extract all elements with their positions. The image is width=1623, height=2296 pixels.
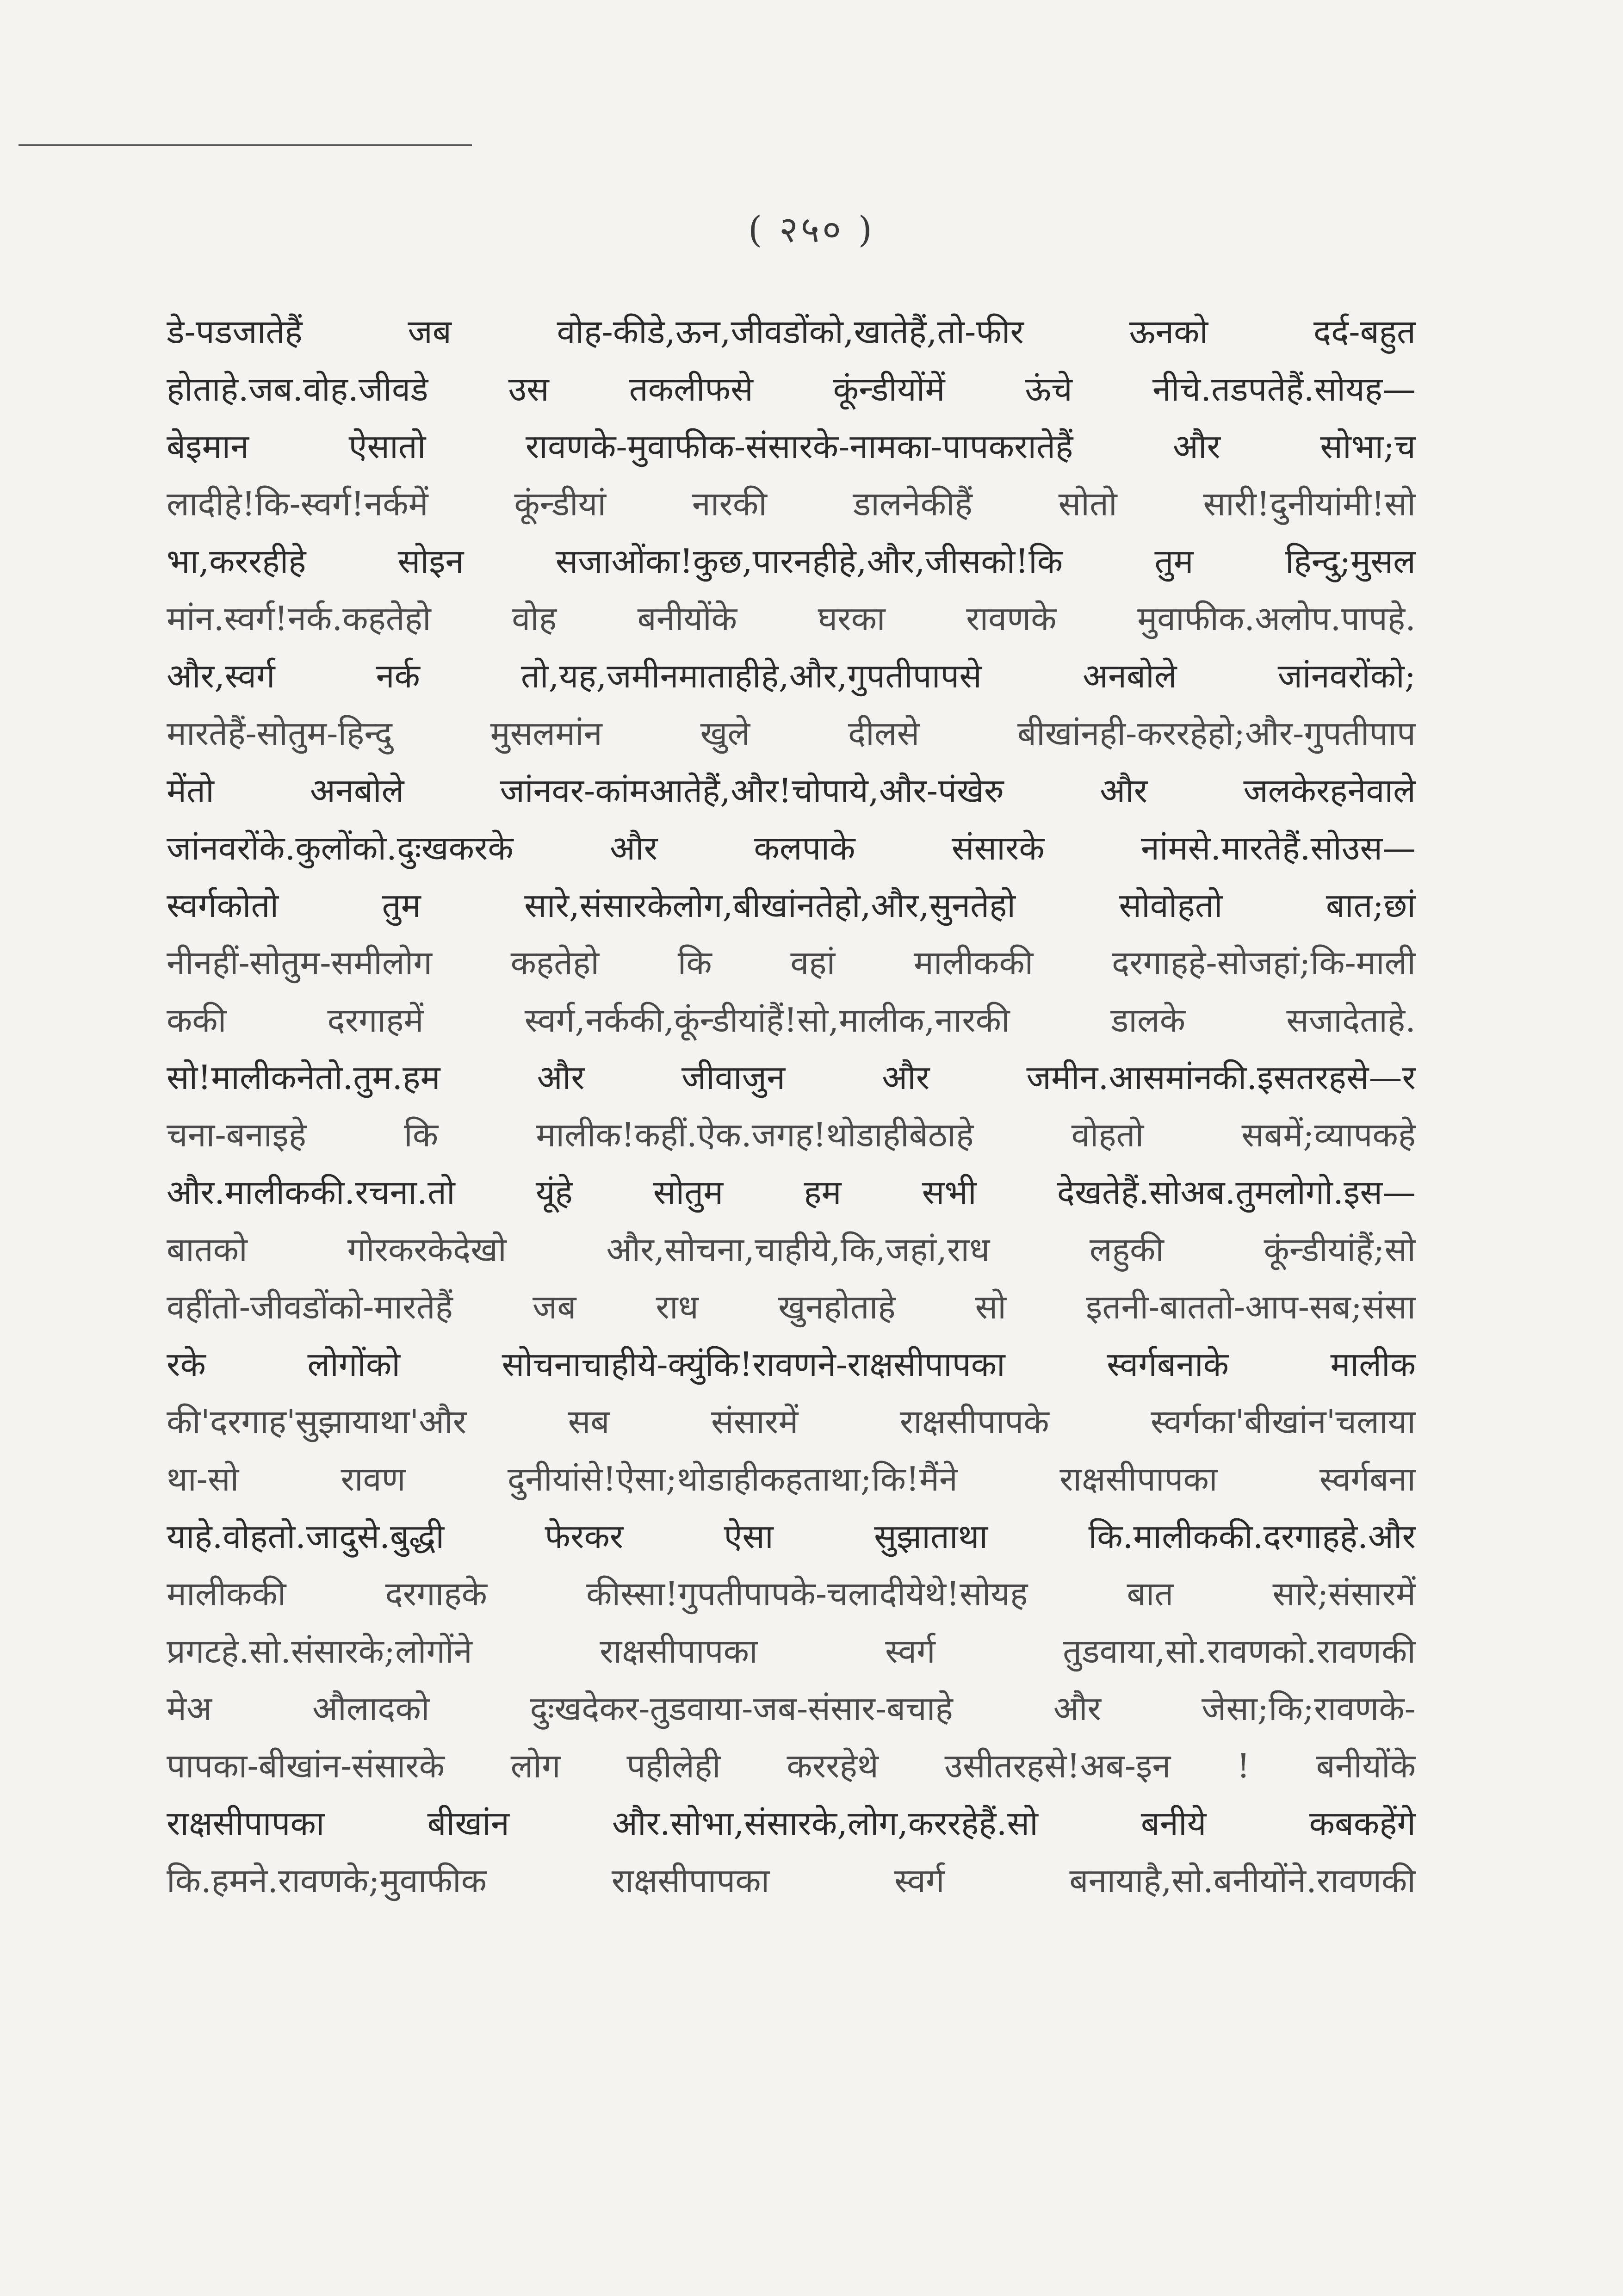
text-line: डे-पडजातेहैं जब वोह-कीडे,ऊन,जीवडोंको,खातेहैं,तो-फीर ऊनको दर्द-बहुत [167, 312, 1416, 351]
text-line: जांनवरोंके.कुलोंको.दुःखकरके और कलपाके संसारके नांमसे.मारतेहैं.सोउस— [167, 829, 1416, 867]
text-line: राक्षसीपापका बीखांन और.सोभा,संसारके,लोग,कररहेहैं.सो बनीये कबकहेंगे [167, 1804, 1416, 1843]
text-line: बातको गोरकरकेदेखो और,सोचना,चाहीये,कि,जहां,राध लहुकी कूंन्डीयांहैं;सो [167, 1230, 1416, 1269]
text-line: मेअ औलादको दुःखदेकर-तुडवाया-जब-संसार-बचाहे और जेसा;कि;रावणके- [167, 1689, 1416, 1728]
text-line: मालीककी दरगाहके कीस्सा!गुपतीपापके-चलादीयेथे!सोयह बात सारे;संसारमें [167, 1574, 1416, 1613]
text-line: था-सो रावण दुनीयांसे!ऐसा;थोडाहीकहताथा;कि!मैंने राक्षसीपापका स्वर्गबना [167, 1460, 1416, 1498]
text-line: होताहे.जब.वोह.जीवडे उस तकलीफसे कूंन्डीयोंमें ऊंचे नीचे.तडपतेहैं.सोयह— [167, 370, 1416, 408]
text-line: मारतेहैं-सोतुम-हिन्दु मुसलमांन खुले दीलसे बीखांनही-कररहेहो;और-गुपतीपाप [167, 714, 1416, 753]
text-line: मांन.स्वर्ग!नर्क.कहतेहो वोह बनीयोंके घरका रावणके मुवाफीक.अलोप.पापहे. [167, 599, 1416, 638]
top-rule [19, 144, 472, 146]
text-line: की'दरगाह'सुझायाथा'और सब संसारमें राक्षसीपापके स्वर्गका'बीखांन'चलाया [167, 1402, 1416, 1441]
text-line: चना-बनाइहे कि मालीक!कहीं.ऐक.जगह!थोडाहीबेठाहे वोहतो सबमें;व्यापकहे [167, 1115, 1416, 1154]
text-line: प्रगटहे.सो.संसारके;लोगोंने राक्षसीपापका स्वर्ग तुडवाया,सो.रावणको.रावणकी [167, 1632, 1416, 1671]
text-line: रके लोगोंको सोचनाचाहीये-क्युंकि!रावणने-राक्षसीपापका स्वर्गबनाके मालीक [167, 1345, 1416, 1384]
text-line: ककी दरगाहमें स्वर्ग,नर्ककी,कूंन्डीयांहैं!सो,मालीक,नारकी डालके सजादेताहे. [167, 1001, 1416, 1040]
text-line: सो!मालीकनेतो.तुम.हम और जीवाजुन और जमीन.आसमांनकी.इसतरहसे—र [167, 1058, 1416, 1097]
text-line: स्वर्गकोतो तुम सारे,संसारकेलोग,बीखांनतेहो,और,सुनतेहो सोवोहतो बात;छां [167, 886, 1416, 925]
text-line: मेंतो अनबोले जांनवर-कांमआतेहैं,और!चोपाये,और-पंखेरु और जलकेरहनेवाले [167, 771, 1416, 810]
text-line: पापका-बीखांन-संसारके लोग पहीलेही कररहेथे उसीतरहसे!अब-इन ! बनीयोंके [167, 1746, 1416, 1785]
text-line: बेइमान ऐसातो रावणके-मुवाफीक-संसारके-नामका-पापकरातेहैं और सोभा;च [167, 427, 1416, 466]
text-line: और.मालीककी.रचना.तो यूंहे सोतुम हम सभी देखतेहैं.सोअब.तुमलोगो.इस— [167, 1173, 1416, 1212]
text-line: याहे.वोहतो.जादुसे.बुद्धी फेरकर ऐसा सुझाताथा कि.मालीककी.दरगाहहे.और [167, 1517, 1416, 1556]
text-line: और,स्वर्ग नर्क तो,यह,जमीनमाताहीहे,और,गुपतीपापसे अनबोले जांनवरोंको; [167, 656, 1416, 695]
text-line: नीनहीं-सोतुम-समीलोग कहतेहो कि वहां मालीककी दरगाहहे-सोजहां;कि-माली [167, 943, 1416, 982]
body-text [167, 303, 1416, 1909]
text-line: वहींतो-जीवडोंको-मारतेहैं जब राध खुनहोताहे सो इतनी-बाततो-आप-सब;संसा [167, 1287, 1416, 1326]
text-line: लादीहे!कि-स्वर्ग!नर्कमें कूंन्डीयां नारकी डालनेकीहैं सोतो सारी!दुनीयांमी!सो [167, 484, 1416, 523]
page-number: ( २५० ) [748, 209, 875, 251]
text-line: भा,कररहीहे सोइन सजाओंका!कुछ,पारनहीहे,और,जीसको!कि तुम हिन्दु;मुसल [167, 542, 1416, 581]
text-line: कि.हमने.रावणके;मुवाफीक राक्षसीपापका स्वर्ग बनायाहै,सो.बनीयोंने.रावणकी [167, 1861, 1416, 1900]
